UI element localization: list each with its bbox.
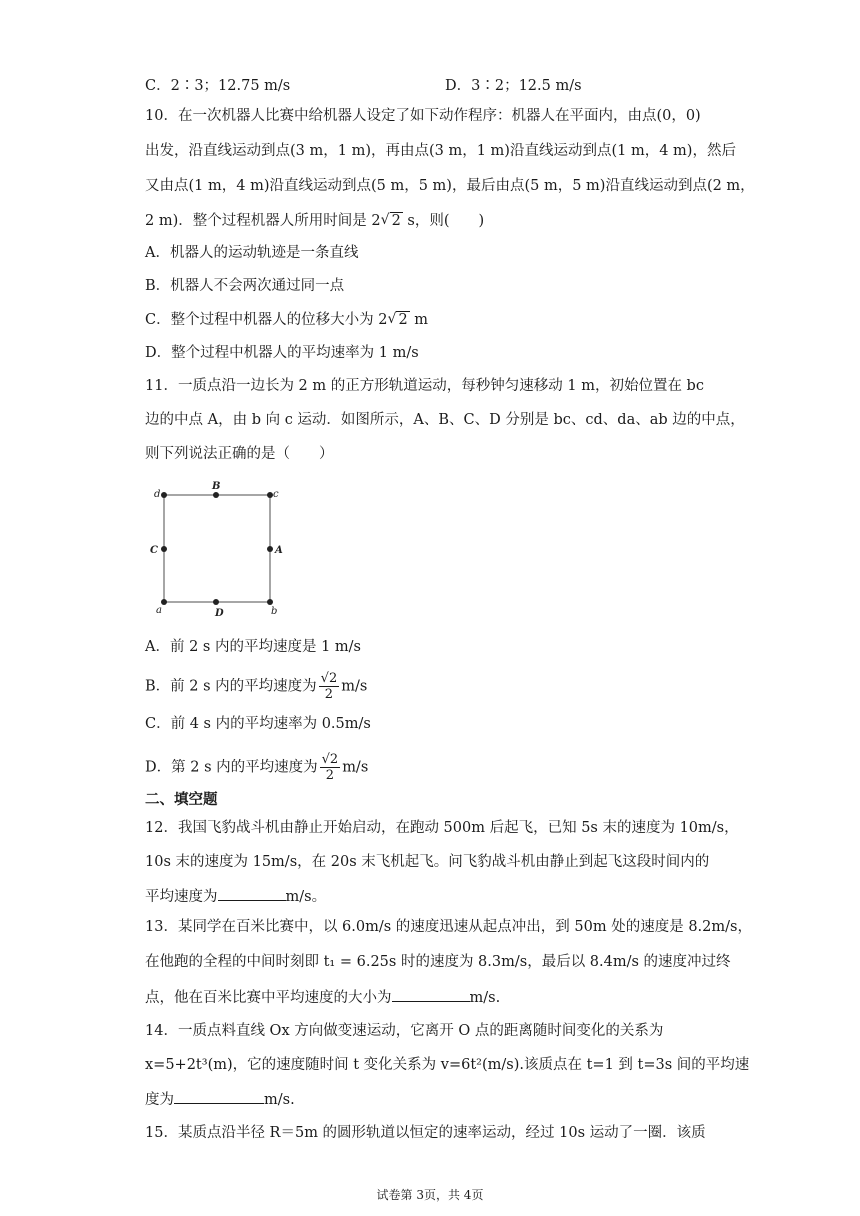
label-a: a xyxy=(156,605,162,616)
q10-line-2: 出发，沿直线运动到点(3 m，1 m)，再由点(3 m，1 m)沿直线运动到点(1 m，4 m)，然后 xyxy=(145,143,736,159)
q10-line-1: 10．在一次机器人比赛中给机器人设定了如下动作程序：机器人在平面内，由点(0，0) xyxy=(145,108,701,124)
q15-line-1: 15．某质点沿半径 R＝5m 的圆形轨道以恒定的速率运动，经过 10s 运动了一圈．该质 xyxy=(145,1125,706,1141)
label-c: c xyxy=(273,489,279,500)
label-d: d xyxy=(154,489,161,500)
q12-unit: m/s。 xyxy=(285,889,327,905)
point-d xyxy=(161,492,167,498)
answer-blank[interactable] xyxy=(174,1089,264,1104)
label-D: D xyxy=(215,608,224,619)
square-track-diagram xyxy=(145,478,295,623)
q10-line-4 xyxy=(145,211,484,231)
q14-unit: m/s. xyxy=(264,1092,295,1108)
q13-prompt: 点，他在百米比赛中平均速度的大小为 xyxy=(145,990,392,1006)
label-B: B xyxy=(212,481,221,492)
q11-option-c: C．前 4 s 内的平均速率为 0.5m/s xyxy=(145,716,371,732)
point-C xyxy=(161,546,167,552)
q10-option-b: B．机器人不会两次通过同一点 xyxy=(145,278,345,294)
q11-line-1: 11．一质点沿一边长为 2 m 的正方形轨道运动，每秒钟匀速移动 1 m，初始位置在 bc xyxy=(145,378,704,394)
point-B xyxy=(213,492,219,498)
q11-option-a: A．前 2 s 内的平均速度是 1 m/s xyxy=(145,639,361,655)
fraction: $\frac{√2}{2}$ xyxy=(320,671,338,702)
q10-option-c-text: C．整个过程中机器人的位移大小为 2 xyxy=(145,312,388,328)
q13-line-1: 13．某同学在百米比赛中，以 6.0m/s 的速度迅速从起点冲出，到 50m 处的速度是 8.2m/s， xyxy=(145,919,752,935)
q12-line-1: 12．我国飞豹战斗机由静止开始启动，在跑动 500m 后起飞，已知 5s 末的速度为 10m/s， xyxy=(145,820,739,836)
q10-time-text: 2 m)．整个过程机器人所用时间是 2 xyxy=(145,213,381,229)
q11-option-d-text: D．第 2 s 内的平均速度为 xyxy=(145,759,318,776)
q11-option-b-unit: m/s xyxy=(341,678,368,695)
sqrt-symbol: √ 2 xyxy=(380,212,401,229)
point-A xyxy=(267,546,273,552)
q10-option-a: A．机器人的运动轨迹是一条直线 xyxy=(145,245,359,261)
q11-line-2: 边的中点 A，由 b 向 c 运动．如图所示，A、B、C、D 分别是 bc、cd、da、ab 边的中点， xyxy=(145,412,745,428)
q11-line-3: 则下列说法正确的是（ ） xyxy=(145,446,334,462)
q14-line-1: 14．一质点料直线 Ox 方向做变速运动，它离开 O 点的距离随时间变化的关系为 xyxy=(145,1023,664,1039)
q13-line-2: 在他跑的全程的中间时刻即 t₁ = 6.25s 时的速度为 8.3m/s，最后以 8.4m/s 的速度冲过终 xyxy=(145,954,731,970)
label-b: b xyxy=(271,606,278,617)
q10-option-c-unit: m xyxy=(409,312,429,328)
q11-option-d-unit: m/s xyxy=(342,759,369,776)
q11-option-b-text: B．前 2 s 内的平均速度为 xyxy=(145,678,317,695)
q12-prompt: 平均速度为 xyxy=(145,889,218,905)
square-track xyxy=(164,495,270,602)
q13-unit: m/s. xyxy=(469,990,501,1006)
q9-option-c: C．2∶3；12.75 m/s xyxy=(145,78,291,94)
fraction: $\frac{√2}{2}$ xyxy=(321,752,339,783)
point-b xyxy=(267,599,273,605)
q11-option-b xyxy=(145,671,367,702)
q12-line-2: 10s 末的速度为 15m/s，在 20s 末飞机起飞。问飞豹战斗机由静止到起飞这段时间内的 xyxy=(145,854,710,870)
q11-option-d xyxy=(145,752,368,783)
page-footer: 试卷第 3页，共 4页 xyxy=(376,1188,484,1202)
q14-line-2: x=5+2t³(m)，它的速度随时间 t 变化关系为 v=6t²(m/s).该质点在 t=1 到 t=3s 间的平均速 xyxy=(145,1057,750,1073)
sqrt-symbol: √ 2 xyxy=(387,311,408,328)
q12-line-3 xyxy=(145,886,326,907)
answer-blank[interactable] xyxy=(392,987,470,1002)
q14-line-3 xyxy=(145,1089,295,1110)
q10-time-suffix: s，则( ) xyxy=(402,213,485,229)
q10-option-d: D．整个过程中机器人的平均速率为 1 m/s xyxy=(145,345,419,361)
q10-option-c xyxy=(145,310,428,330)
q13-line-3 xyxy=(145,987,500,1008)
answer-blank[interactable] xyxy=(218,886,286,901)
q9-option-d: D．3∶2；12.5 m/s xyxy=(445,78,582,94)
point-D xyxy=(213,599,219,605)
q10-line-3: 又由点(1 m，4 m)沿直线运动到点(5 m，5 m)，最后由点(5 m，5 m)沿直线运动到点(2 m， xyxy=(145,178,755,194)
q14-prompt: 度为 xyxy=(145,1092,174,1108)
label-A: A xyxy=(275,545,283,556)
label-C: C xyxy=(150,545,158,556)
section-heading: 二、填空题 xyxy=(145,791,218,808)
